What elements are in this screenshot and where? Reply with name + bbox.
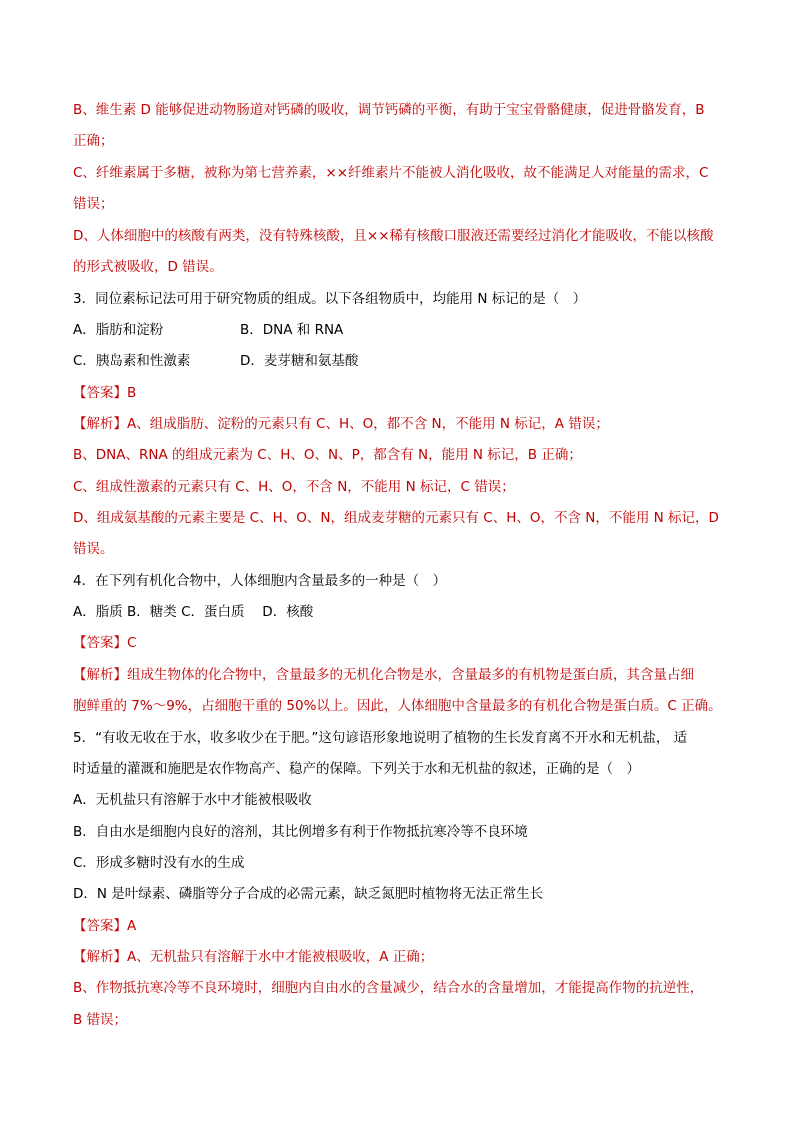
question-5-option-d: D．N 是叶绿素、磷脂等分子合成的必需元素，缺乏氮肥时植物将无法正常生长 [73,886,544,902]
question-5-stem: 时适量的灌溉和施肥是农作物高产、稳产的保障。下列关于水和无机盐的叙述，正确的是（ ） [73,761,640,777]
question-5-answer: 【答案】A [73,918,137,934]
question-3-option-c: C．胰岛素和性激素 [73,353,191,369]
analysis-line: 的形式被吸收，D 错误。 [73,259,223,275]
question-4-stem: 4．在下列有机化合物中，人体细胞内含量最多的一种是（ ） [73,573,447,589]
question-5-option-a: A．无机盐只有溶解于水中才能被根吸收 [73,792,312,808]
analysis-line: B、维生素 D 能够促进动物肠道对钙磷的吸收，调节钙磷的平衡，有助于宝宝骨骼健康，促进骨骼发育，B [73,102,705,118]
question-3-option-d: D．麦芽糖和氨基酸 [240,353,359,369]
question-3-stem: 3．同位素标记法可用于研究物质的组成。以下各组物质中，均能用 N 标记的是（ ） [73,291,587,307]
question-3-analysis-line: C、组成性激素的元素只有 C、H、O，不含 N，不能用 N 标记，C 错误； [73,479,515,495]
question-4-analysis-line: 【解析】组成生物体的化合物中，含量最多的无机化合物是水，含量最多的有机物是蛋白质，其含量占细 [73,667,694,683]
analysis-line: D、人体细胞中的核酸有两类，没有特殊核酸，且××稀有核酸口服液还需要经过消化才能吸收，不能以核酸 [73,228,714,244]
question-3-analysis-line: 【解析】A、组成脂肪、淀粉的元素只有 C、H、O，都不含 N，不能用 N 标记，A 错误； [73,416,609,432]
question-3-analysis-line: B、DNA、RNA 的组成元素为 C、H、O、N、P，都含有 N，能用 N 标记，B 正确； [73,447,582,463]
question-3-option-a: A．脂肪和淀粉 [73,322,164,338]
question-3-analysis-line: D、组成氨基酸的元素主要是 C、H、O、N，组成麦芽糖的元素只有 C、H、O，不含 N，不能用 N 标记，D [73,510,719,526]
question-5-analysis-line: B、作物抵抗寒冷等不良环境时，细胞内自由水的含量减少，结合水的含量增加，才能提高作物的抗逆性， [73,980,704,996]
question-4-analysis-line: 胞鲜重的 7%～9%，占细胞干重的 50%以上。因此，人体细胞中含量最多的有机化合物是蛋白质。C 正确。 [73,698,722,714]
question-4-options: A．脂质 B．糖类 C．蛋白质 D．核酸 [73,604,314,620]
question-3-answer: 【答案】B [73,385,137,401]
analysis-line: 正确； [73,133,114,149]
analysis-line: C、纤维素属于多糖，被称为第七营养素，××纤维素片不能被人消化吸收，故不能满足人对能量的需求，C [73,165,709,181]
question-5-stem: 5．“有收无收在于水，收多收少在于肥。”这句谚语形象地说明了植物的生长发育离不开水和无机盐， 适 [73,730,688,746]
question-4-answer: 【答案】C [73,635,137,651]
question-5-option-c: C．形成多糖时没有水的生成 [73,855,245,871]
analysis-line: 错误； [73,196,114,212]
question-3-option-b: B．DNA 和 RNA [240,322,344,338]
question-3-analysis-line: 错误。 [73,541,114,557]
question-5-analysis-line: 【解析】A、无机盐只有溶解于水中才能被根吸收，A 正确； [73,949,434,965]
question-5-analysis-line: B 错误； [73,1012,128,1028]
question-5-option-b: B．自由水是细胞内良好的溶剂，其比例增多有利于作物抵抗寒冷等不良环境 [73,824,528,840]
